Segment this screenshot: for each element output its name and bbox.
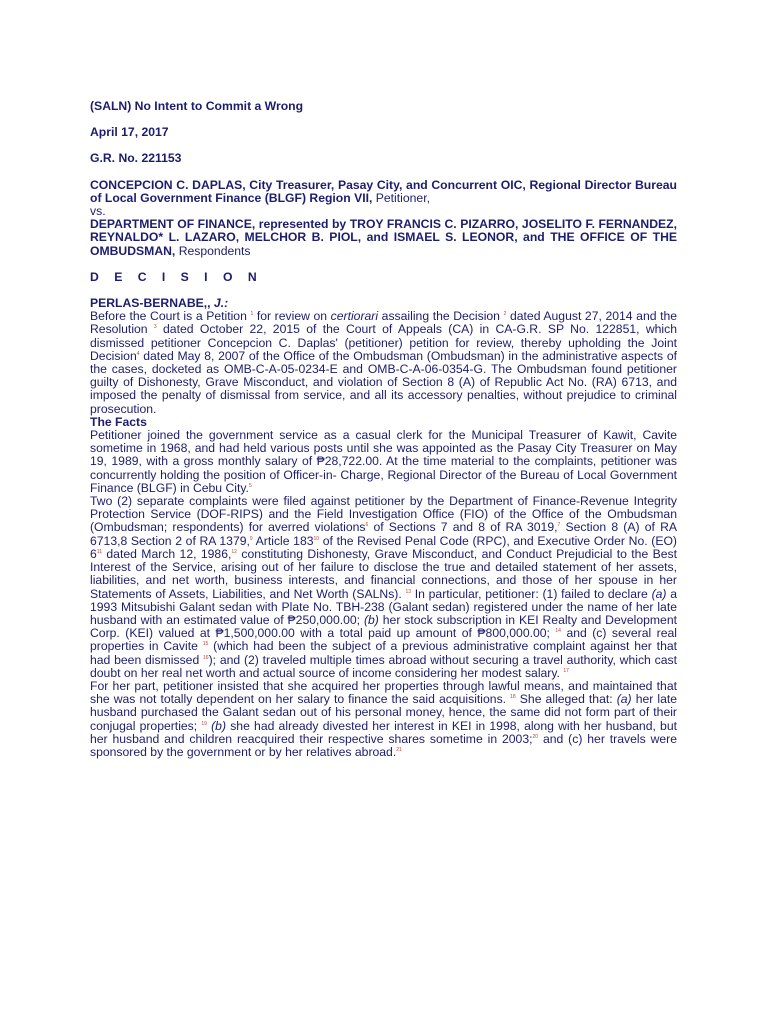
footnote-link[interactable]: 6 xyxy=(365,522,369,529)
parties-block xyxy=(90,179,677,258)
footnote-link[interactable]: 9 xyxy=(249,535,253,542)
footnote-link[interactable]: 1 xyxy=(250,311,254,318)
footnote-link[interactable]: 12 xyxy=(231,548,237,555)
petitioner-label: Petitioner, xyxy=(375,190,430,205)
footnote-link[interactable]: 3 xyxy=(153,324,157,331)
paragraph-facts-1: Petitioner joined the government service as a casual clerk for the Municipal Treasurer of Kawit, Cavite sometime in 1968, and had held various posts until she was appointed as the Pasay City Treasurer on May 19, 1989, with a gross monthly salary of ₱28,722.00. At the time material to the complaints, petitioner was concurrently holding the position of Officer-in- Charge, Regional Director of the Bureau of Local Government Finance (BLGF) in Cebu City.$^5$ xyxy=(90,428,677,495)
footnote-link[interactable]: 21 xyxy=(396,746,402,753)
footnote-link[interactable]: 17 xyxy=(563,667,569,674)
ponente-name: PERLAS-BERNABE,, xyxy=(90,296,211,311)
footnote-link[interactable]: 5 xyxy=(248,482,252,489)
footnote-link[interactable]: 19 xyxy=(201,720,207,727)
footnote-link[interactable]: 7 xyxy=(557,522,561,529)
respondents-label: Respondents xyxy=(178,243,251,258)
footnote-link[interactable]: 4 xyxy=(136,350,140,357)
footnote-link[interactable]: 18 xyxy=(510,694,516,701)
ponente-suffix: J.: xyxy=(213,296,229,311)
document-date: April 17, 2017 xyxy=(90,125,169,140)
footnote-link[interactable]: 14 xyxy=(555,628,561,635)
footnote-link[interactable]: 13 xyxy=(405,588,412,595)
footnote-link[interactable]: 11 xyxy=(96,548,102,555)
document-page xyxy=(90,100,677,759)
document-title: (SALN) No Intent to Commit a Wrong xyxy=(90,99,304,113)
petitioner-name: CONCEPCION C. DAPLAS, City Treasurer, Pasay City, and Concurrent OIC, Regional Director Bureau of Local Government Finance (BLGF) Region VII, xyxy=(90,177,677,205)
footnote-link[interactable]: 2 xyxy=(503,311,507,318)
section-heading-facts: The Facts xyxy=(90,414,147,429)
paragraph-intro: Before the Court is a Petition $^1$ for review on certiorari assailing the Decision $^2$ dated August 27, 2014 and the Resolution $^3$ dated October 22, 2015 of the Court of Appeals (CA) in CA-G.R. SP No. 122851, which dismissed petitioner Concepcion C. Daplas' (petitioner) petition for review, thereby upholding the Joint Decision$^4$ dated May 8, 2007 of the Office of the Ombudsman (Ombudsman) in the administrative aspects of the cases, docketed as OMB-C-A-05-0234-E and OMB-C-A-06-0354-G. The Ombudsman found petitioner guilty of Dishonesty, Grave Misconduct, and violation of Section 8 (A) of Republic Act No. (RA) 6713, and imposed the penalty of dismissal from service, and all its accessory penalties, without prejudice to criminal prosecution. xyxy=(90,309,678,416)
gr-number: G.R. No. 221153 xyxy=(90,151,182,166)
footnote-link[interactable]: 15 xyxy=(202,641,209,648)
paragraph-facts-2: Two (2) separate complaints were filed against petitioner by the Department of Finance-Revenue Integrity Protection Service (DOF-RIPS) and the Field Investigation Office (FIO) of the Office of the Ombudsman (Ombudsman; respondents) for averred violations$^6$ of Sections 7 and 8 of RA 3019,$^7$ Section 8 (A) of RA 6713,8 Section 2 of RA 1379,$^9$ Article 183$^{10}$ of the Revised Penal Code (RPC), and Executive Order No. (EO) 6$^{11}$ dated March 12, 1986,12 constituting Dishonesty, Grave Misconduct, and Conduct Prejudicial to the Best Interest of the Service, arising out of her failure to disclose the true and detailed statement of her assets, liabilities, and net worth, business interests, and financial connections, and those of her spouse in her Statements of Assets, Liabilities, and Net Worth (SALNs). $^{13}$ In particular, petitioner: (1) failed to declare (a) a 1993 Mitsubishi Galant sedan with Plate No. TBH-238 (Galant sedan) registered under the name of her late husband with an estimated value of ₱250,000.00; (b) her stock subscription in KEI Realty and Development Corp. (KEI) valued at ₱1,500,000.00 with a total paid up amount of ₱800,000.00; $^{14}$ and (c) several real properties in Cavite $^{15}$ (which had been the subject of a previous administrative complaint against her that had been dismissed $^{16}$); and (2) traveled multiple times abroad without securing a travel authority, which cast doubt on her real net worth and actual source of income considering her modest salary. $^{17}$ xyxy=(90,494,678,680)
versus-label: vs. xyxy=(90,204,106,219)
footnote-link[interactable]: 10 xyxy=(313,535,320,542)
decision-heading: D E C I S I O N xyxy=(90,269,263,284)
respondents-names: DEPARTMENT OF FINANCE, represented by TROY FRANCIS C. PIZARRO, JOSELITO F. FERNANDEZ, REYNALDO* L. LAZARO, MELCHOR B. PIOL, and ISMAEL S. LEONOR, and THE OFFICE OF THE OMBUDSMAN, xyxy=(90,217,677,258)
footnote-link[interactable]: 16 xyxy=(203,654,209,661)
footnote-link[interactable]: 20 xyxy=(532,733,539,740)
paragraph-facts-3: For her part, petitioner insisted that she acquired her properties through lawful means, and maintained that she was not totally dependent on her salary to finance the said acquisitions. $^{18}$ She alleged that: (a) her late husband purchased the Galant sedan out of his personal money, hence, the same did not form part of their conjugal properties; $^{19}$ (b) she had already divested her interest in KEI in 1998, along with her husband, but her husband and children reacquired their respective shares sometime in 2003;$^{20}$ and (c) her travels were sponsored by the government or by her relatives abroad.$^{21}$ xyxy=(90,678,678,759)
